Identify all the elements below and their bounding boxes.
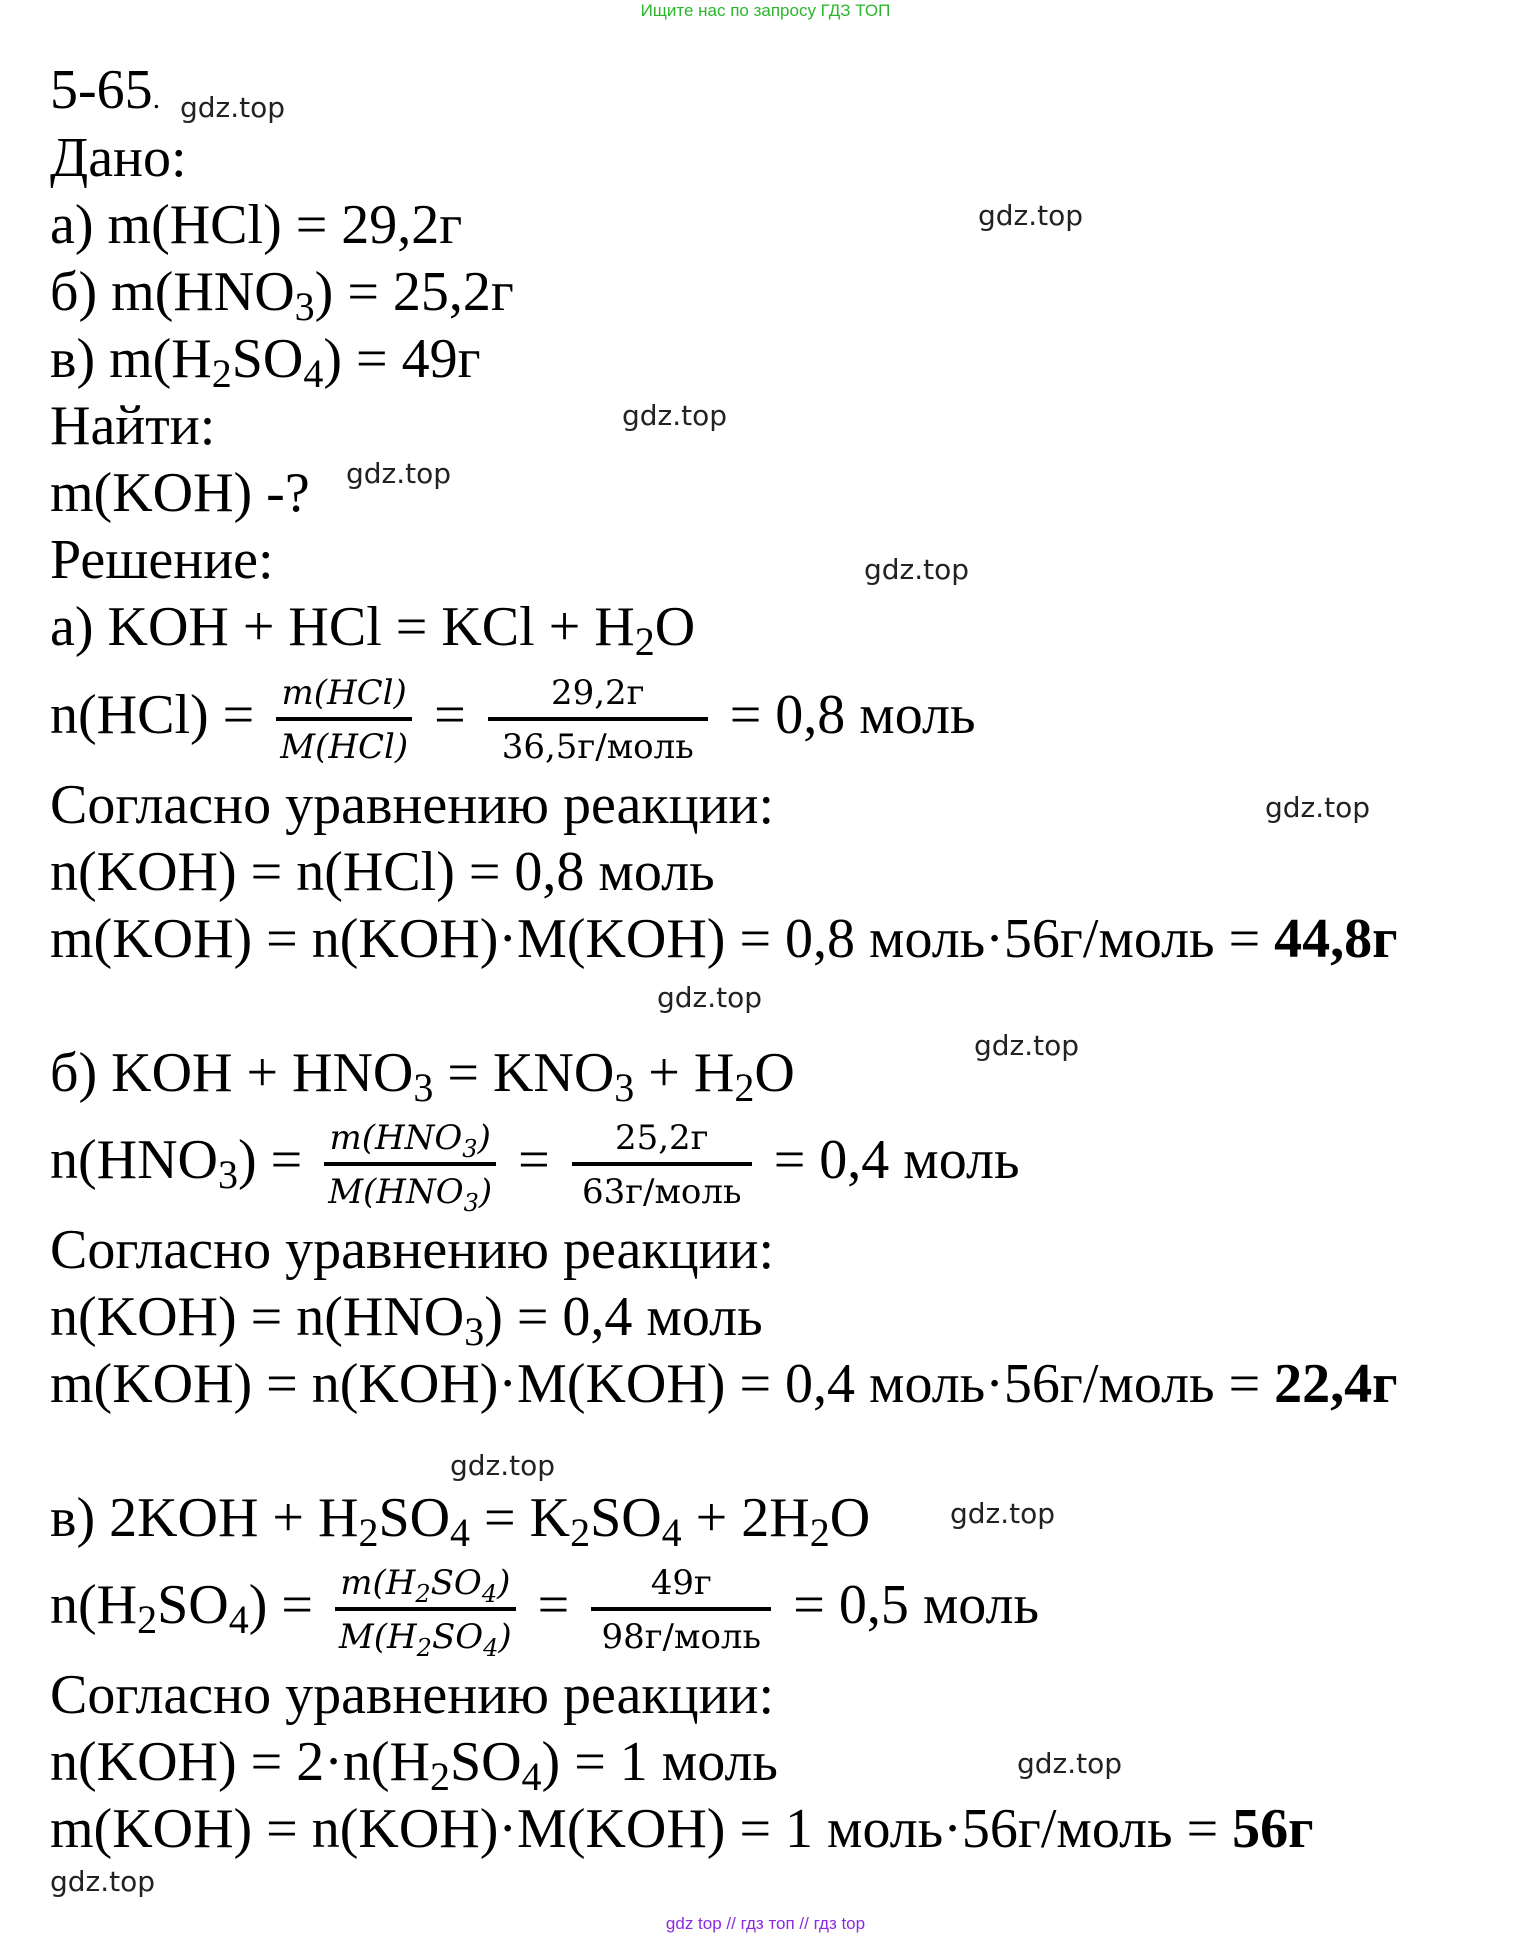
watermark: gdz.top <box>622 399 728 432</box>
fraction-m-over-M-h2so4: $\frac{m(H_2SO_4)}{M(H_2SO_4)}$ <box>335 1563 516 1657</box>
watermark: gdz.top <box>180 91 286 124</box>
watermark: gdz.top <box>50 1865 156 1898</box>
fraction-values-hcl: $\frac{29,2г}{\text{36,5г/моль}}$ <box>488 673 708 767</box>
fraction-values-hno3: $\frac{25,2г}{\text{63г/моль}}$ <box>572 1118 752 1212</box>
find-label: Найти: <box>50 395 216 457</box>
given-label: Дано: <box>50 127 187 189</box>
calc-n-hcl: n(HCl) = $\frac{\text{m(HCl)}}{\text{M(HCl)}}$ = $\frac{29,2г}{\text{36,5г/моль}}$ = 0,8 моль <box>50 673 976 768</box>
watermark: gdz.top <box>978 199 1084 232</box>
m-koh-b: m(KOH) = n(KOH)·M(KOH) = 0,4 моль·56г/моль = 22,4г <box>50 1353 1398 1415</box>
given-a: а) m(HCl) = 29,2г <box>50 194 463 256</box>
answer-b: 22,4г <box>1274 1353 1398 1415</box>
reaction-a: а) KOH + HCl = KCl + $H_2O$ <box>50 596 696 664</box>
watermark: gdz.top <box>450 1449 556 1482</box>
solution-label: Решение: <box>50 529 274 591</box>
find-value: m(KOH) -? <box>50 462 310 524</box>
given-b: б) $m(HNO_3) = 25,2г$ <box>50 261 514 329</box>
fraction-m-over-M-hcl: $\frac{\text{m(HCl)}}{\text{M(HCl)}}$ <box>276 673 412 767</box>
reaction-v: в) $2KOH + H_2SO_4 = K_2SO_4 + 2H_2O$ <box>50 1487 871 1555</box>
watermark: gdz.top <box>657 981 763 1014</box>
watermark: gdz.top <box>346 457 452 490</box>
watermark: gdz.top <box>864 553 970 586</box>
answer-a: 44,8г <box>1274 908 1398 970</box>
problem-number: 5-65. <box>50 59 161 121</box>
watermark: gdz.top <box>950 1497 1056 1530</box>
according-b: Согласно уравнению реакции: <box>50 1219 775 1281</box>
n-koh-b: $n(KOH) = n(HNO_3) = 0,4$ моль <box>50 1286 763 1354</box>
fraction-m-over-M-hno3: $\frac{m(HNO_3)}{M(HNO_3)}$ <box>324 1118 496 1212</box>
given-v: в) $m(H_2SO_4) = 49г$ <box>50 328 481 396</box>
reaction-b: б) KOH + $HNO_3 = KNO_3 + H_2O$ <box>50 1042 795 1110</box>
watermark: gdz.top <box>974 1029 1080 1062</box>
answer-v: 56г <box>1232 1798 1314 1860</box>
according-v: Согласно уравнению реакции: <box>50 1664 775 1726</box>
fraction-values-h2so4: $\frac{49г}{\text{98г/моль}}$ <box>591 1563 771 1657</box>
n-koh-a: n(KOH) = n(HCl) = 0,8 моль <box>50 841 715 903</box>
calc-n-h2so4: $n(H_2SO_4)$ = $\frac{m(H_2SO_4)}{M(H_2SO_4)}$ = $\frac{49г}{\text{98г/моль}}$ = 0,5 моль <box>50 1563 1040 1663</box>
watermark: gdz.top <box>1265 791 1371 824</box>
according-a: Согласно уравнению реакции: <box>50 774 775 836</box>
top-banner: Ищите нас по запросу ГДЗ ТОП <box>640 1 891 20</box>
m-koh-a: m(KOH) = n(KOH)·M(KOH) = 0,8 моль·56г/моль = 44,8г <box>50 908 1398 970</box>
n-koh-v: $n(KOH) = 2\cdot n(H_2SO_4) = 1$ моль <box>50 1731 778 1799</box>
footer-watermark: gdz top // гдз топ // гдз top <box>665 1914 866 1933</box>
watermark: gdz.top <box>1017 1747 1123 1780</box>
calc-n-hno3: $n(HNO_3)$ = $\frac{m(HNO_3)}{M(HNO_3)}$ = $\frac{25,2г}{\text{63г/моль}}$ = 0,4 моль <box>50 1118 1020 1218</box>
m-koh-v: m(KOH) = n(KOH)·M(KOH) = 1 моль·56г/моль = 56г <box>50 1798 1314 1860</box>
